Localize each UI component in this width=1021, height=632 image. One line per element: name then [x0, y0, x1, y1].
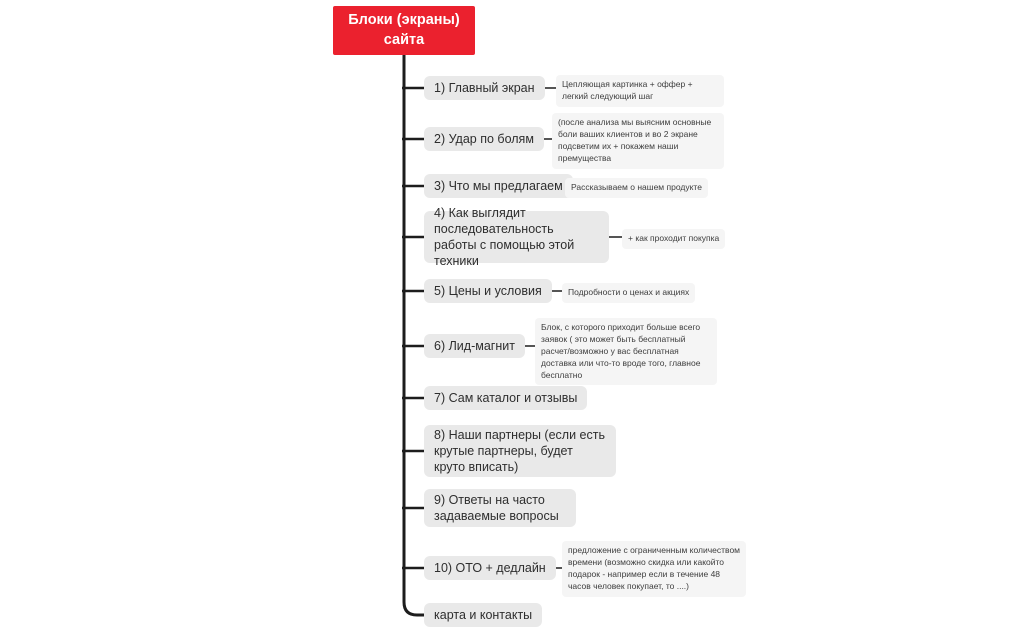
root-node[interactable]: Блоки (экраны) сайта — [333, 6, 475, 55]
node-map-contacts[interactable]: карта и контакты — [424, 603, 542, 627]
note-pain-points[interactable]: (после анализа мы выясним основные боли ваших клиентов и во 2 экране подсветим их + покажем наши премущества — [552, 113, 724, 169]
node-main-screen[interactable]: 1) Главный экран — [424, 76, 545, 100]
note-what-we-offer[interactable]: Рассказываем о нашем продукте — [565, 178, 708, 198]
note-prices[interactable]: Подробности о ценах и акциях — [562, 283, 695, 303]
node-work-sequence[interactable]: 4) Как выглядит последовательность работы с помощью этой техники — [424, 211, 609, 263]
note-oto-deadline[interactable]: предложение с ограниченным количеством времени (возможно скидка или какойто подарок - например если в течение 48 часов человек покупает, то ....) — [562, 541, 746, 597]
note-main-screen[interactable]: Цепляющая картинка + оффер + легкий следующий шаг — [556, 75, 724, 107]
node-oto-deadline[interactable]: 10) ОТО + дедлайн — [424, 556, 556, 580]
note-lead-magnet[interactable]: Блок, с которого приходит больше всего заявок ( это может быть бесплатный расчет/возможно у вас бесплатная доставка или что-то вроде того, главное бесплатно — [535, 318, 717, 385]
node-partners[interactable]: 8) Наши партнеры (если есть крутые партнеры, будет круто вписать) — [424, 425, 616, 477]
node-prices[interactable]: 5) Цены и условия — [424, 279, 552, 303]
node-pain-points[interactable]: 2) Удар по болям — [424, 127, 544, 151]
node-what-we-offer[interactable]: 3) Что мы предлагаем — [424, 174, 573, 198]
node-catalog-reviews[interactable]: 7) Сам каталог и отзывы — [424, 386, 587, 410]
note-work-sequence[interactable]: + как проходит покупка — [622, 229, 725, 249]
node-faq[interactable]: 9) Ответы на часто задаваемые вопросы — [424, 489, 576, 527]
node-lead-magnet[interactable]: 6) Лид-магнит — [424, 334, 525, 358]
